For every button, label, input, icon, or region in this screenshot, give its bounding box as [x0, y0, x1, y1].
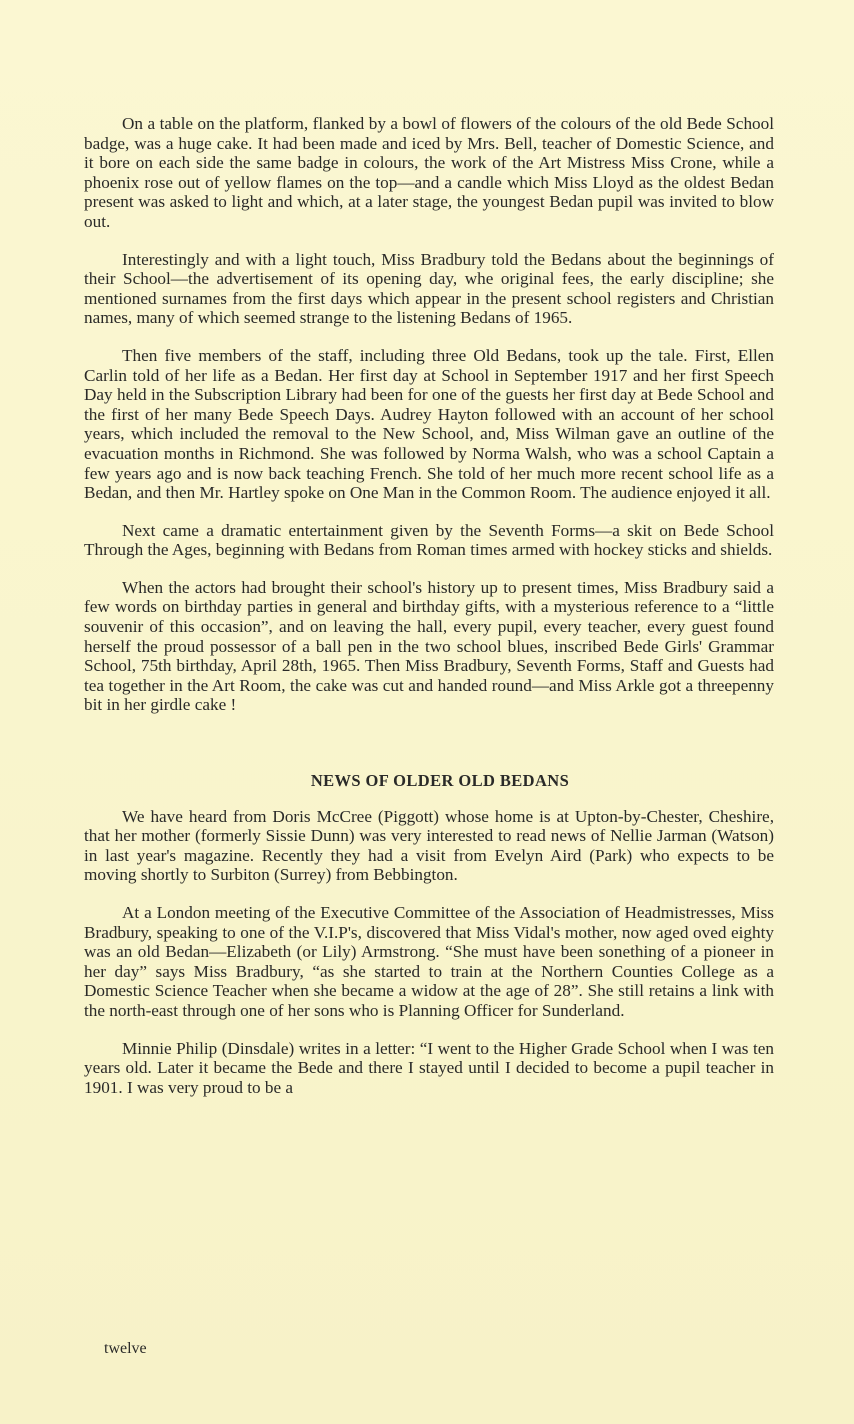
section-heading: NEWS OF OLDER OLD BEDANS	[310, 771, 570, 791]
paragraph-london-meeting: At a London meeting of the Executive Committee of the Association of Headmistresses, Miss Bradbury, speaking to one of the V.I.P's, discovered that Miss Vidal's mother, now aged oved eighty was an old Bedan—Elizabeth (or Lily) Armstrong. “She must have been sonething of a pioneer in her day” says Miss Bradbury, “as she started to train at the Northern Counties College as a Domestic Science Teacher when she became a widow at the age of 28”. She still retains a link with the north-east through one of her sons who is Planning Officer for Sunderland.	[84, 903, 774, 1020]
paragraph-souvenir: When the actors had brought their school's history up to present times, Miss Bradbury said a few words on birthday parties in general and birthday gifts, with a mysterious reference to a “little souvenir of this occasion”, and on leaving the hall, every pupil, every teacher, every guest found herself the proud possessor of a ball pen in the two school blues, inscribed Bede Girls' Grammar School, 75th birthday, April 28th, 1965. Then Miss Bradbury, Seventh Forms, Staff and Guests had tea together in the Art Room, the cake was cut and handed round—and Miss Arkle got a threepenny bit in her girdle cake !	[84, 577, 774, 715]
document-body	[84, 114, 774, 1115]
paragraph-minnie-philip: Minnie Philip (Dinsdale) writes in a letter: “I went to the Higher Grade School when I was ten years old. Later it became the Bede and there I stayed until I decided to become a pupil teacher in 1901. I was very proud to be a	[84, 1038, 774, 1097]
page-number: twelve	[104, 1340, 147, 1357]
paragraph-bradbury-history: Interestingly and with a light touch, Miss Bradbury told the Bedans about the beginnings of their School—the advertisement of its opening day, whe original fees, the early discipline; she mentioned surnames from the first days which appear in the present school registers and Christian names, many of which seemed strange to the listening Bedans of 1965.	[84, 249, 774, 328]
paragraph-cake: On a table on the platform, flanked by a bowl of flowers of the colours of the old Bede School badge, was a huge cake. It had been made and iced by Mrs. Bell, teacher of Domestic Science, and it bore on each side the same badge in colours, the work of the Art Mistress Miss Crone, while a phoenix rose out of yellow flames on the top—and a candle which Miss Lloyd as the oldest Bedan present was asked to light and which, at a later stage, the youngest Bedan pupil was invited to blow out.	[84, 114, 774, 231]
paragraph-dramatic-entertainment: Next came a dramatic entertainment given by the Seventh Forms—a skit on Bede School Through the Ages, beginning with Bedans from Roman times armed with hockey sticks and shields.	[84, 520, 774, 560]
paragraph-doris-mccree: We have heard from Doris McCree (Piggott) whose home is at Upton-by-Chester, Cheshire, that her mother (formerly Sissie Dunn) was very interested to read news of Nellie Jarman (Watson) in last year's magazine. Recently they had a visit from Evelyn Aird (Park) who expects to be moving shortly to Surbiton (Surrey) from Bebbington.	[84, 806, 774, 885]
paragraph-staff-talks: Then five members of the staff, including three Old Bedans, took up the tale. First, Ellen Carlin told of her life as a Bedan. Her first day at School in September 1917 and her first Speech Day held in the Subscription Library had been for one of the guests her first day at Bede School and the first of her many Bede Speech Days. Audrey Hayton followed with an account of her school years, which included the removal to the New School, and, Miss Wilman gave an outline of the evacuation months in Richmond. She was followed by Norma Walsh, who was a school Captain a few years ago and is now back teaching French. She told of her much more recent school life as a Bedan, and then Mr. Hartley spoke on One Man in the Common Room. The audience enjoyed it all.	[84, 345, 774, 503]
